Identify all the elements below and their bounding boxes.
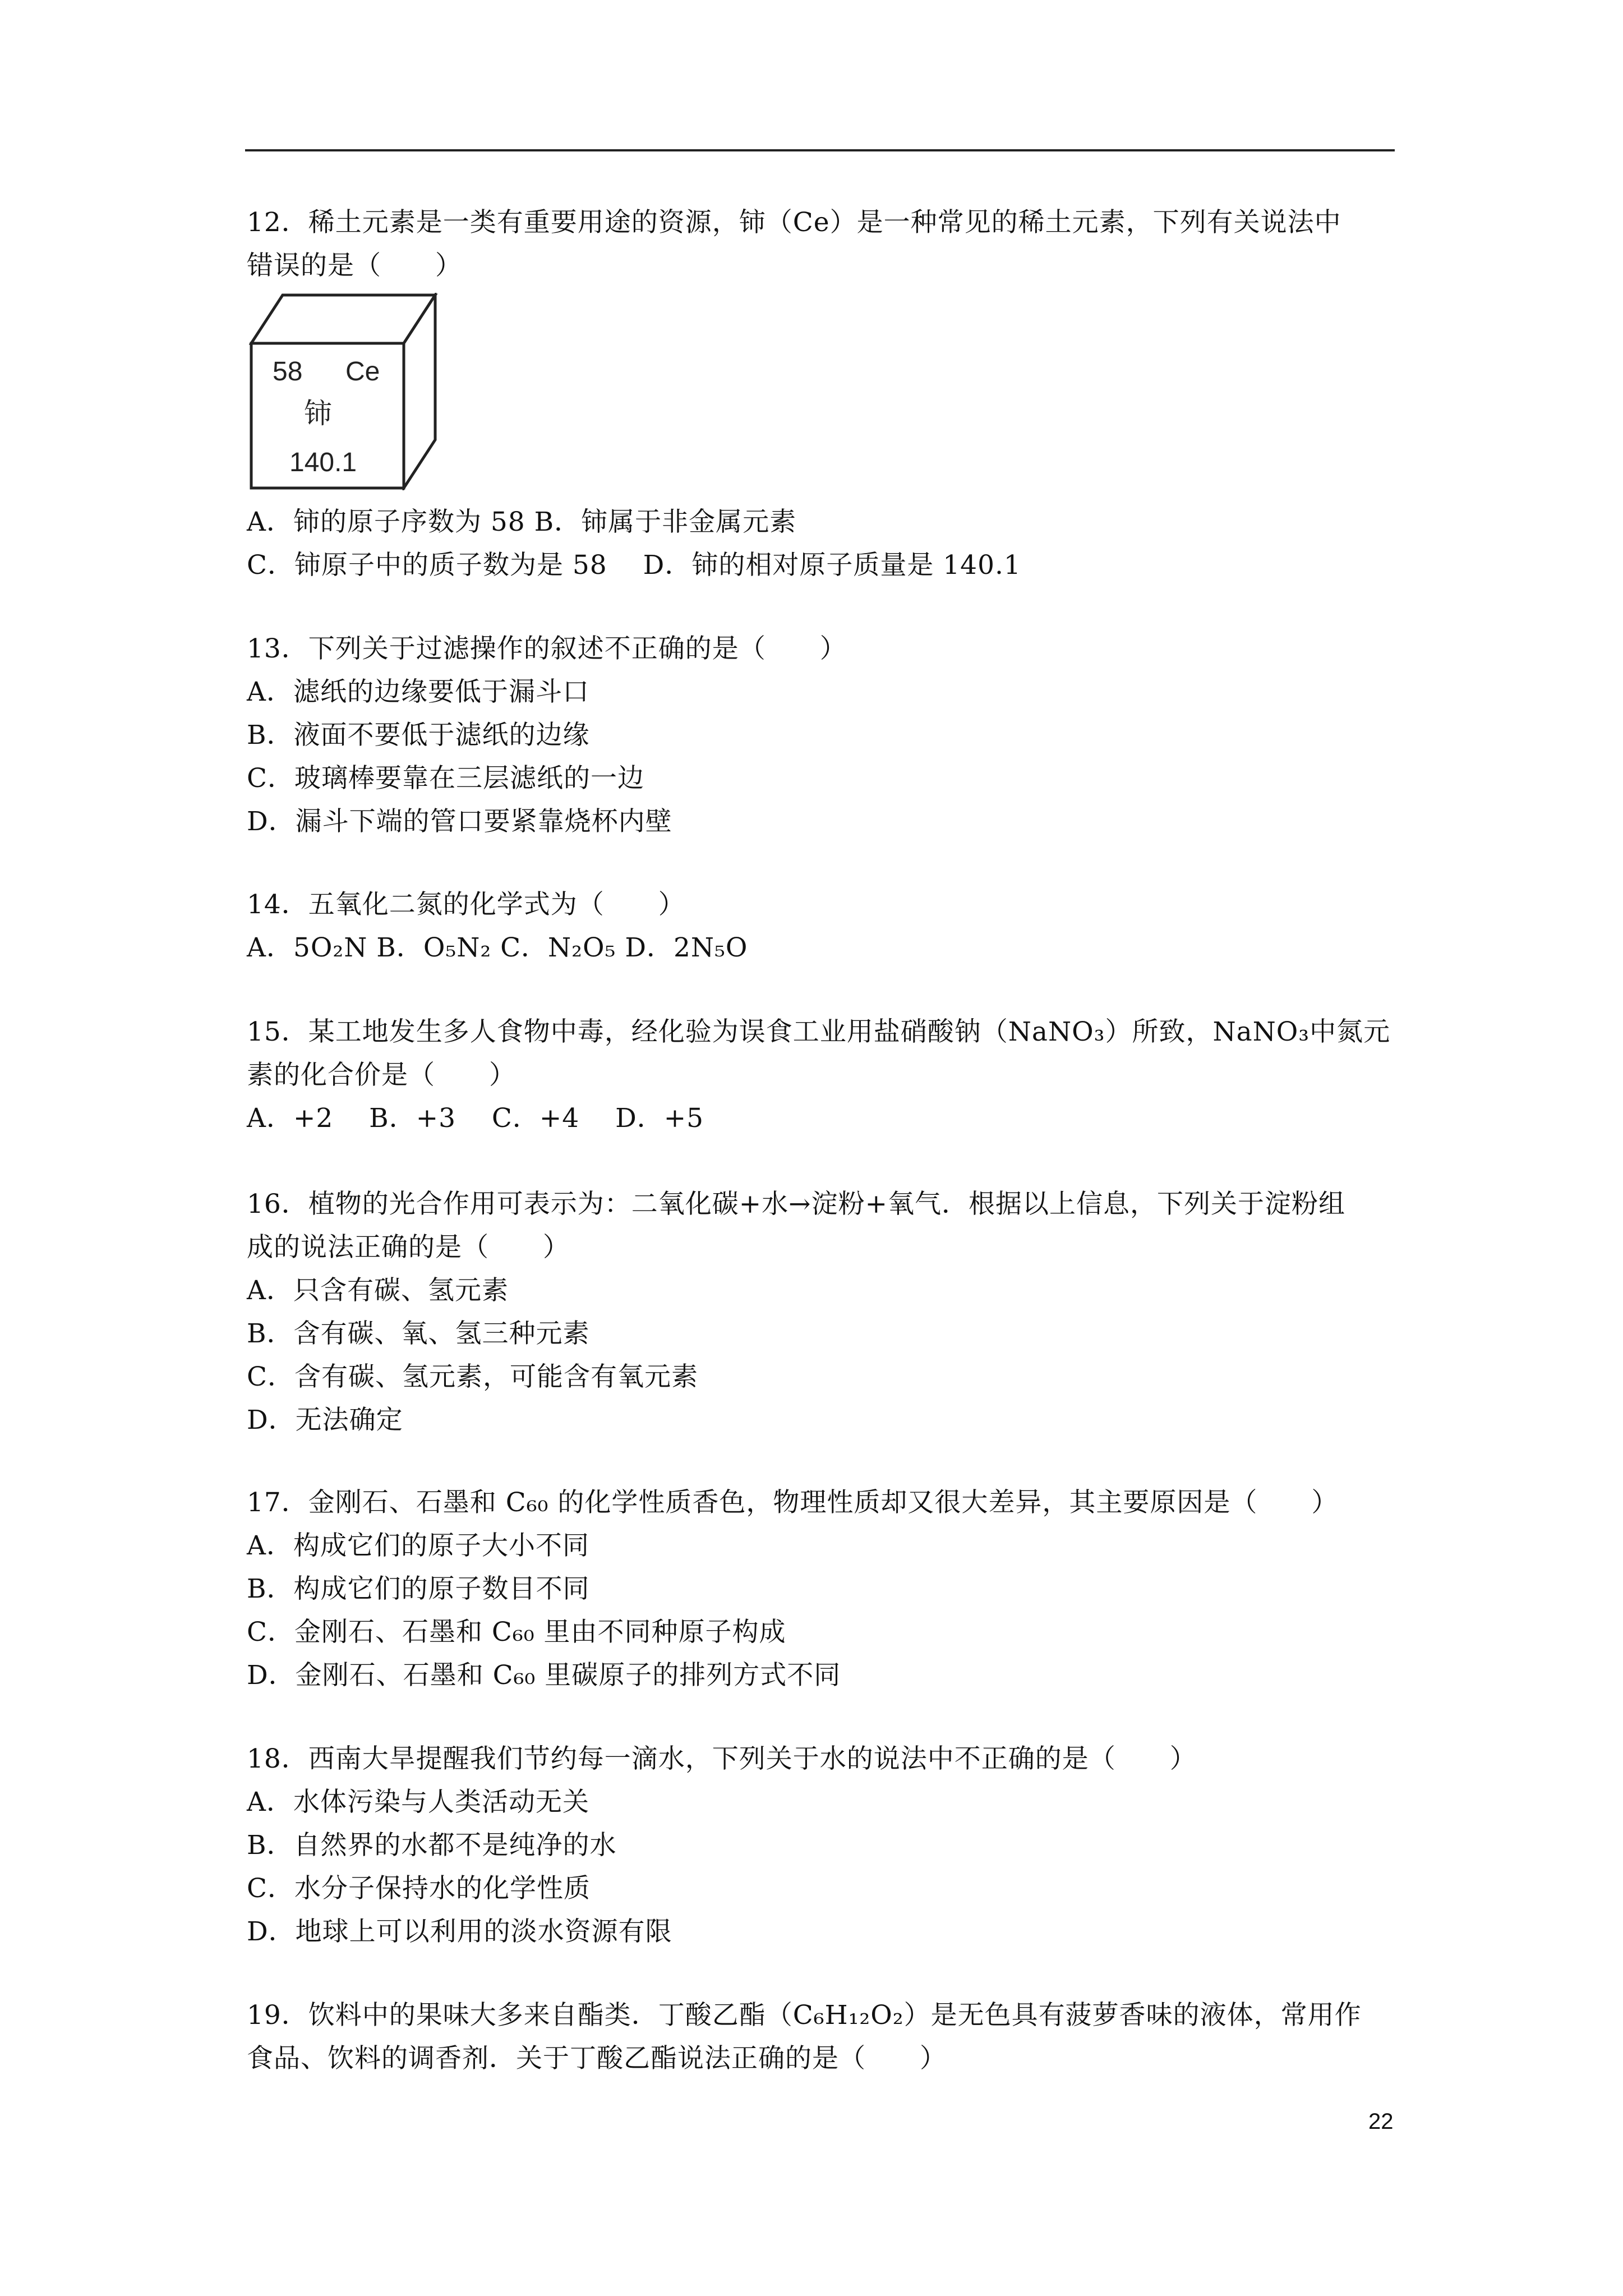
q12-options — [247, 500, 1021, 587]
question-15 — [247, 1010, 1390, 1140]
q16-stem-line1: 16．植物的光合作用可表示为：二氧化碳+水→淀粉+氧气．根据以上信息，下列关于淀粉组 — [247, 1189, 1345, 1220]
tile-atomic-number: 58 — [273, 357, 303, 386]
q12-stem-line2: 错误的是（ ） — [247, 250, 462, 281]
question-19 — [247, 1994, 1362, 2080]
q13-option-b: B．液面不要低于滤纸的边缘 — [247, 720, 590, 751]
tile-mass: 140.1 — [289, 448, 357, 477]
q13-option-c: C．玻璃棒要靠在三层滤纸的一边 — [247, 763, 644, 794]
q16-option-d: D．无法确定 — [247, 1405, 403, 1435]
q13-option-a: A．滤纸的边缘要低于漏斗口 — [247, 677, 589, 707]
q14-stem: 14．五氧化二氮的化学式为（ ） — [247, 889, 685, 920]
q15-stem-line2: 素的化合价是（ ） — [247, 1060, 516, 1091]
q12-options-line2: C．铈原子中的质子数为是 58 D．铈的相对原子质量是 140.1 — [247, 550, 1021, 581]
question-17 — [247, 1481, 1338, 1697]
q12-stem-line1: 12．稀土元素是一类有重要用途的资源，铈（Ce）是一种常见的稀土元素，下列有关说法中 — [247, 207, 1341, 238]
q16-option-b: B．含有碳、氧、氢三种元素 — [247, 1318, 590, 1349]
question-13 — [247, 627, 847, 843]
q19-stem-line2: 食品、饮料的调香剂．关于丁酸乙酯说法正确的是（ ） — [247, 2043, 947, 2074]
q12-options-line1: A．铈的原子序数为 58 B．铈属于非金属元素 — [247, 507, 797, 537]
question-18 — [247, 1737, 1197, 1953]
question-12 — [247, 201, 1341, 287]
q18-stem: 18．西南大旱提醒我们节约每一滴水，下列关于水的说法中不正确的是（ ） — [247, 1743, 1197, 1774]
page-number: 22 — [1368, 2109, 1394, 2134]
element-tile-ce — [249, 293, 440, 490]
q18-option-d: D．地球上可以利用的淡水资源有限 — [247, 1916, 672, 1947]
q17-option-c: C．金刚石、石墨和 C₆₀ 里由不同种原子构成 — [247, 1617, 786, 1648]
q15-options: A．+2 B．+3 C．+4 D．+5 — [247, 1103, 704, 1134]
q15-stem-line1: 15．某工地发生多人食物中毒，经化验为误食工业用盐硝酸钠（NaNO₃）所致，NaNO₃中氮元 — [247, 1016, 1391, 1047]
q17-option-a: A．构成它们的原子大小不同 — [247, 1530, 589, 1561]
q17-stem: 17．金刚石、石墨和 C₆₀ 的化学性质香色，物理性质却又很大差异，其主要原因是（ ） — [247, 1487, 1339, 1518]
q18-option-c: C．水分子保持水的化学性质 — [247, 1873, 591, 1904]
q14-options: A．5O₂N B．O₅N₂ C．N₂O₅ D．2N₅O — [247, 932, 748, 963]
question-16 — [247, 1182, 1345, 1442]
q13-stem: 13．下列关于过滤操作的叙述不正确的是（ ） — [247, 633, 847, 664]
header-rule — [245, 149, 1395, 151]
tile-name: 铈 — [304, 397, 332, 430]
q16-option-a: A．只含有碳、氢元素 — [247, 1275, 509, 1306]
q16-stem-line2: 成的说法正确的是（ ） — [247, 1232, 570, 1263]
tile-symbol: Ce — [345, 357, 380, 386]
q13-option-d: D．漏斗下端的管口要紧靠烧杯内壁 — [247, 806, 672, 837]
q17-option-b: B．构成它们的原子数目不同 — [247, 1573, 590, 1604]
q18-option-a: A．水体污染与人类活动无关 — [247, 1787, 589, 1818]
q19-stem-line1: 19．饮料中的果味大多来自酯类．丁酸乙酯（C₆H₁₂O₂）是无色具有菠萝香味的液体，常用作 — [247, 2000, 1362, 2031]
q16-option-c: C．含有碳、氢元素，可能含有氧元素 — [247, 1361, 698, 1392]
question-14 — [247, 883, 748, 969]
q18-option-b: B．自然界的水都不是纯净的水 — [247, 1830, 617, 1861]
q17-option-d: D．金刚石、石墨和 C₆₀ 里碳原子的排列方式不同 — [247, 1660, 841, 1691]
